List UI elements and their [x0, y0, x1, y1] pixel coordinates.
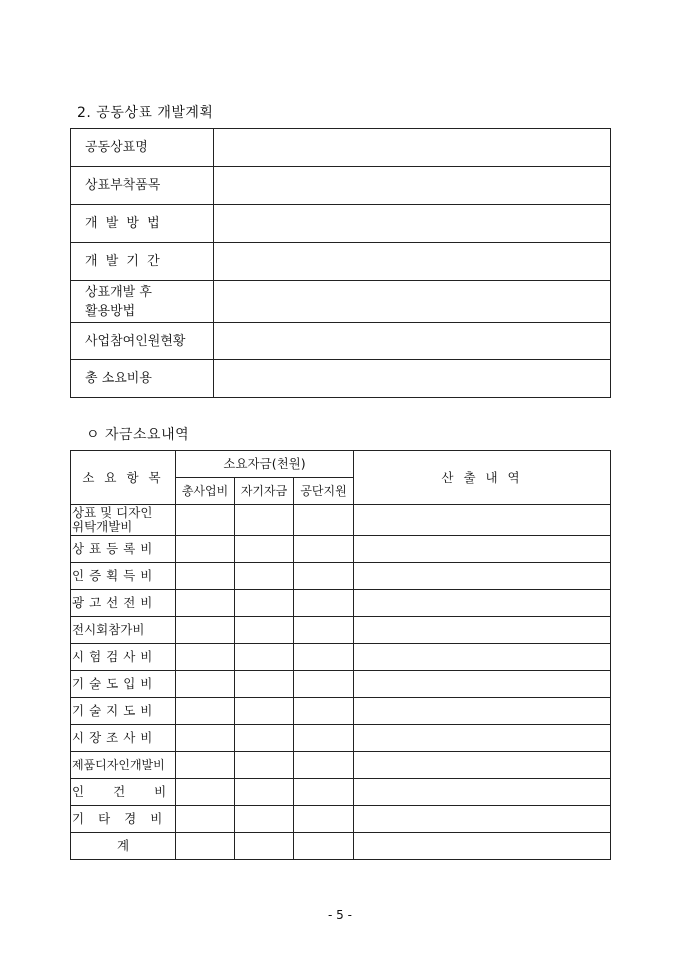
cell-total[interactable]	[176, 505, 235, 536]
row-label: 총 소요비용	[71, 360, 214, 398]
cell-support[interactable]	[294, 617, 354, 644]
item-label: 광고선전비	[71, 590, 176, 617]
cell-support[interactable]	[294, 590, 354, 617]
cell-own[interactable]	[235, 752, 294, 779]
table-row	[71, 323, 611, 360]
cell-own[interactable]	[235, 779, 294, 806]
table-row	[71, 243, 611, 281]
subheader-support: 공단지원	[294, 478, 354, 505]
row-label: 상표개발 후 활용방법	[71, 281, 214, 323]
table-row	[71, 129, 611, 167]
cell-calc[interactable]	[354, 590, 611, 617]
cell-own[interactable]	[235, 806, 294, 833]
cell-support[interactable]	[294, 833, 354, 860]
cell-calc[interactable]	[354, 671, 611, 698]
cell-calc[interactable]	[354, 617, 611, 644]
table-row	[71, 360, 611, 398]
table-row	[71, 205, 611, 243]
table-row	[71, 752, 611, 779]
table-row	[71, 725, 611, 752]
cell-own[interactable]	[235, 725, 294, 752]
table-row	[71, 590, 611, 617]
cell-calc[interactable]	[354, 505, 611, 536]
table-row	[71, 563, 611, 590]
item-label: 상표 및 디자인 위탁개발비	[71, 505, 176, 536]
cell-support[interactable]	[294, 536, 354, 563]
item-label: 기술지도비	[71, 698, 176, 725]
item-label: 기타경비	[71, 806, 176, 833]
cell-total[interactable]	[176, 725, 235, 752]
cell-calc[interactable]	[354, 806, 611, 833]
row-label: 상표부착품목	[71, 167, 214, 205]
table-row	[71, 536, 611, 563]
cell-calc[interactable]	[354, 563, 611, 590]
cell-calc[interactable]	[354, 779, 611, 806]
row-label: 개 발 방 법	[71, 205, 214, 243]
cell-own[interactable]	[235, 617, 294, 644]
table-row	[71, 644, 611, 671]
value-cell[interactable]	[214, 167, 611, 205]
value-cell[interactable]	[214, 323, 611, 360]
cell-total[interactable]	[176, 617, 235, 644]
cell-own[interactable]	[235, 536, 294, 563]
table-row	[71, 281, 611, 323]
table-row	[71, 698, 611, 725]
cell-support[interactable]	[294, 671, 354, 698]
item-label: 인증획득비	[71, 563, 176, 590]
total-label: 계	[71, 833, 176, 860]
page-number: - 5 -	[328, 908, 352, 922]
row-label: 사업참여인원현황	[71, 323, 214, 360]
cell-total[interactable]	[176, 563, 235, 590]
table-row	[71, 671, 611, 698]
cell-own[interactable]	[235, 671, 294, 698]
subheader-total: 총사업비	[176, 478, 235, 505]
item-label: 전시회참가비	[71, 617, 176, 644]
cell-calc[interactable]	[354, 644, 611, 671]
item-label: 제품디자인개발비	[71, 752, 176, 779]
cell-support[interactable]	[294, 752, 354, 779]
cell-total[interactable]	[176, 752, 235, 779]
cell-own[interactable]	[235, 590, 294, 617]
fund-section-title: ㅇ 자금소요내역	[86, 427, 190, 443]
cell-total[interactable]	[176, 671, 235, 698]
table-row	[71, 779, 611, 806]
header-row	[71, 451, 611, 478]
cell-total[interactable]	[176, 590, 235, 617]
cell-calc[interactable]	[354, 698, 611, 725]
cell-calc[interactable]	[354, 536, 611, 563]
cell-total[interactable]	[176, 536, 235, 563]
header-item: 소 요 항 목	[71, 451, 176, 505]
cell-support[interactable]	[294, 698, 354, 725]
subheader-own: 자기자금	[235, 478, 294, 505]
table-row	[71, 806, 611, 833]
table-row	[71, 505, 611, 536]
cell-support[interactable]	[294, 806, 354, 833]
table-row	[71, 617, 611, 644]
cell-total[interactable]	[176, 644, 235, 671]
section-title: 2. 공동상표 개발계획	[77, 105, 214, 121]
cell-support[interactable]	[294, 505, 354, 536]
value-cell[interactable]	[214, 205, 611, 243]
table-row	[71, 167, 611, 205]
value-cell[interactable]	[214, 360, 611, 398]
cell-support[interactable]	[294, 725, 354, 752]
cell-support[interactable]	[294, 644, 354, 671]
cell-total[interactable]	[176, 833, 235, 860]
cell-total[interactable]	[176, 698, 235, 725]
cell-calc[interactable]	[354, 725, 611, 752]
cell-support[interactable]	[294, 779, 354, 806]
value-cell[interactable]	[214, 243, 611, 281]
item-label: 시험검사비	[71, 644, 176, 671]
total-row	[71, 833, 611, 860]
cell-support[interactable]	[294, 563, 354, 590]
cell-own[interactable]	[235, 833, 294, 860]
header-calc: 산 출 내 역	[354, 451, 611, 505]
header-fund: 소요자금(천원)	[176, 451, 354, 478]
trademark-plan-table	[70, 128, 611, 398]
cell-own[interactable]	[235, 698, 294, 725]
item-label: 인건비	[71, 779, 176, 806]
value-cell[interactable]	[214, 281, 611, 323]
cell-calc[interactable]	[354, 752, 611, 779]
cell-own[interactable]	[235, 644, 294, 671]
item-label: 상표등록비	[71, 536, 176, 563]
value-cell[interactable]	[214, 129, 611, 167]
cell-own[interactable]	[235, 563, 294, 590]
item-label: 기술도입비	[71, 671, 176, 698]
row-label: 개 발 기 간	[71, 243, 214, 281]
item-label: 시장조사비	[71, 725, 176, 752]
cell-own[interactable]	[235, 505, 294, 536]
fund-breakdown-table	[70, 450, 611, 860]
row-label: 공동상표명	[71, 129, 214, 167]
cell-total[interactable]	[176, 806, 235, 833]
cell-calc[interactable]	[354, 833, 611, 860]
